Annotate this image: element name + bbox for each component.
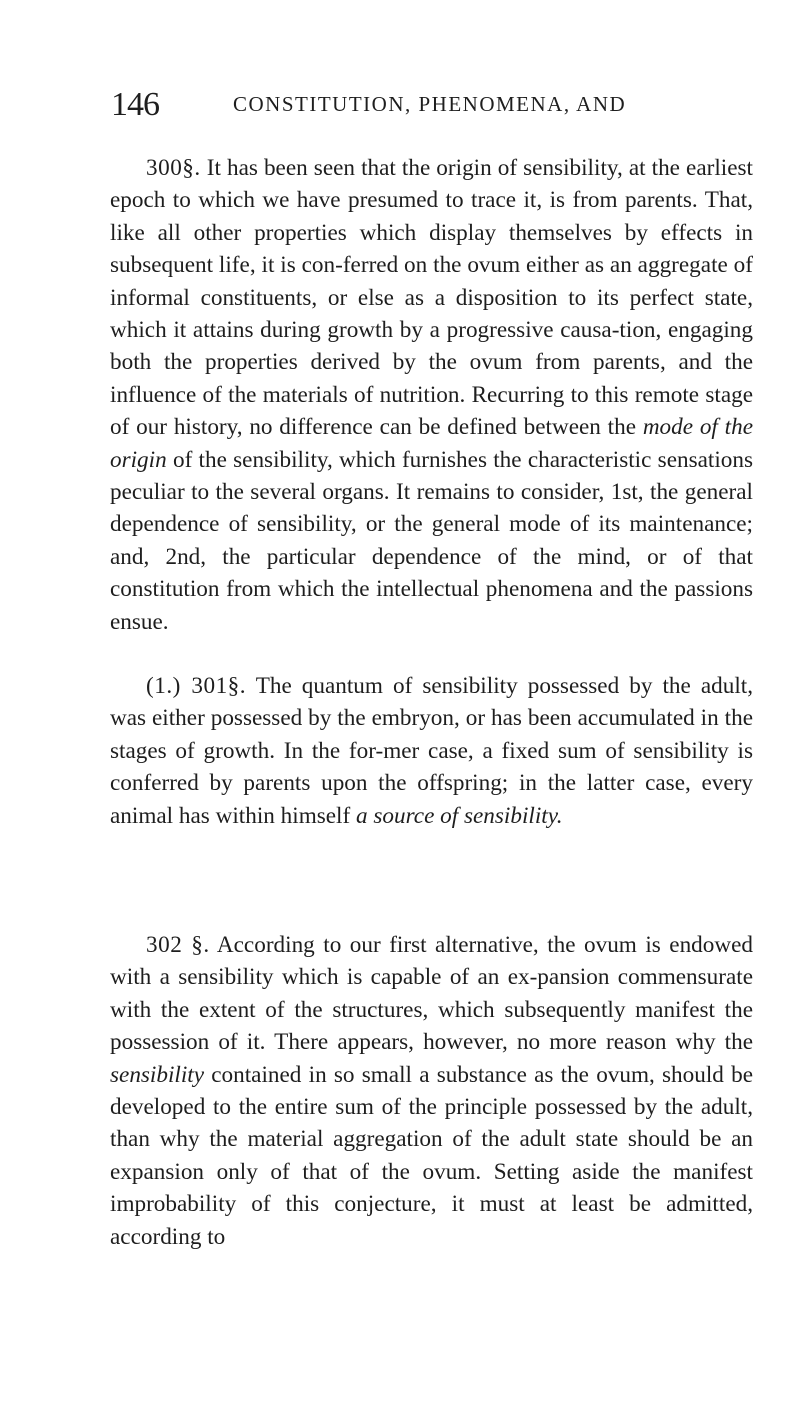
italic-phrase: a source of sensibility. <box>356 802 563 829</box>
paragraph-text-part: of the sensibility, which furnishes the characteristic sensations peculiar to the several organs. It remains to consider, 1st, the general dependence of sensibility, or the general mode of its maintenance; and, 2nd, the particular dependence of the mind, or of that constitution from which the intellectual phenomena and the passions ensue. <box>110 446 753 635</box>
running-head: CONSTITUTION, PHENOMENA, AND <box>233 92 627 116</box>
paragraph-text <box>110 929 753 1253</box>
paragraph-text-part: The quantum of sensibility possessed by the adult, was either possessed by the embryon, or has been accumulated in the stages of growth. In the for-mer case, a fixed sum of sensibility is conferred by parents upon the offspring; in the latter case, every animal has within himself <box>110 673 753 829</box>
italic-phrase: mode of the origin <box>110 414 753 473</box>
paragraph-text-part: According to our first alternative, the ovum is endowed with a sensibility which is capable of an ex-pansion commensurate with the extent of the structures, which subsequently manifest the possession of it. There appears, however, no more reason why the <box>110 932 753 1056</box>
page-header <box>111 86 751 126</box>
paragraph-text-part: It has been seen that the origin of sensibility, at the earliest epoch to which we have presumed to trace it, is from parents. That, like all other properties which display themselves by effects in subsequent life, it is con-ferred on the ovum either as an aggregate of informal constituents, or else as a disposition to its perfect state, which it attains during growth by a progressive causa-tion, engaging both the properties derived by the ovum from parents, and the influence of the materials of nutrition. Recurring to this remote stage of our history, no difference can be defined between the <box>110 155 753 441</box>
section-number: 300§. <box>146 155 201 181</box>
paragraph-text-part: contained in so small a substance as the ovum, should be developed to the entire sum of the principle possessed by the adult, than why the material aggregation of the adult state should be an expansion only of that of the ovum. Setting aside the manifest improbability of this conjecture, it must at least be admitted, according to <box>110 1061 753 1250</box>
paragraph-302 <box>110 929 753 1253</box>
italic-phrase: sensibility <box>110 1061 205 1088</box>
page-number: 146 <box>111 86 159 123</box>
paragraph-text <box>110 152 753 638</box>
section-number: (1.) 301§. <box>146 673 247 699</box>
paragraph-301 <box>110 670 753 832</box>
section-number: 302 §. <box>146 932 210 958</box>
paragraph-text <box>110 670 753 832</box>
paragraph-300 <box>110 152 753 638</box>
